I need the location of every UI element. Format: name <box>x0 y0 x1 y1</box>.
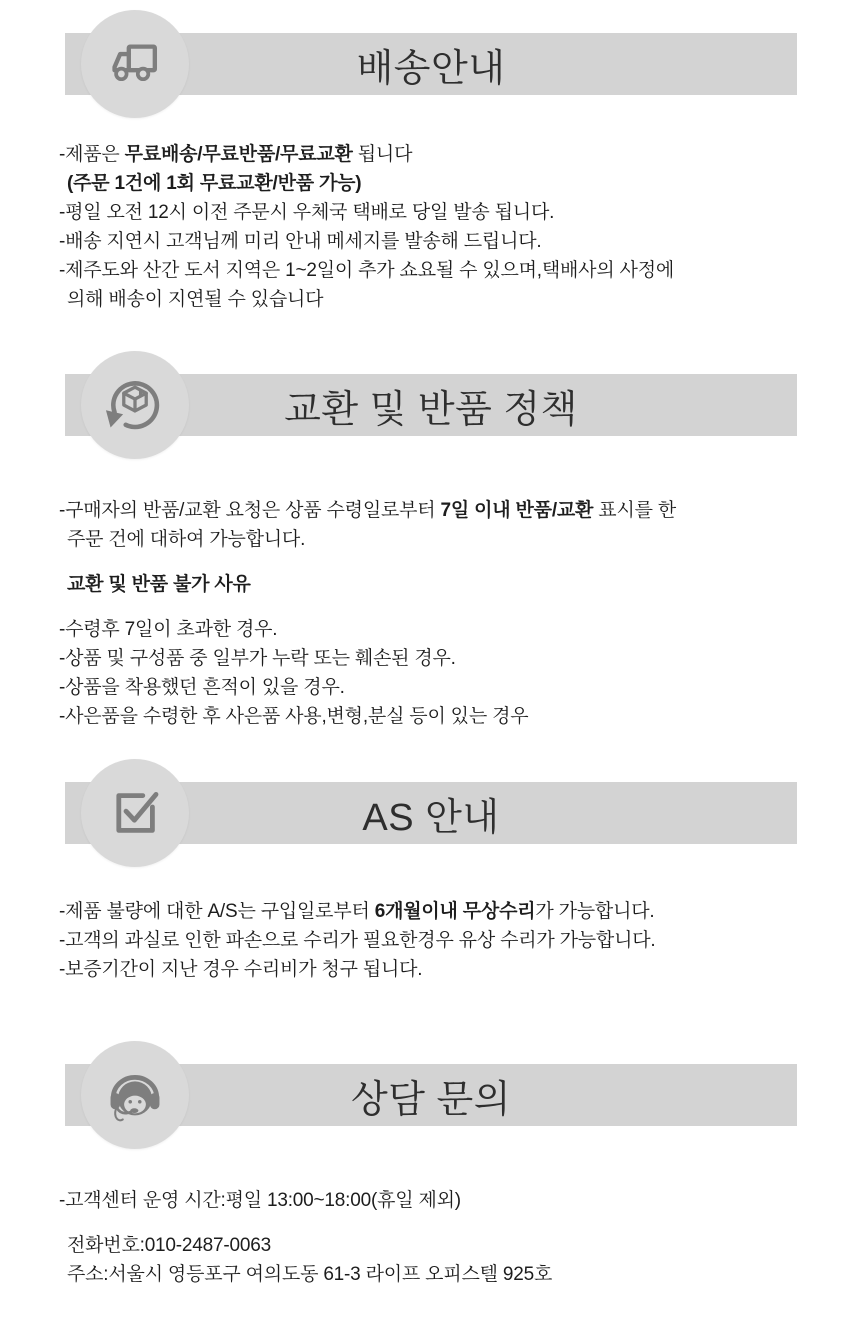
text-line: -수령후 7일이 초과한 경우. <box>59 619 278 640</box>
section-contact <box>0 1064 860 1289</box>
text-line: -고객센터 운영 시간:평일 13:00~18:00(휴일 제외) <box>59 1190 461 1211</box>
headset-icon <box>101 1061 169 1129</box>
truck-icon <box>104 33 166 95</box>
text-line: (주문 1건에 1회 무료교환/반품 가능) <box>67 173 362 194</box>
text-line: -구매자의 반품/교환 요청은 상품 수령일로부터 7일 이내 반품/교환 표시를 한 <box>59 500 676 521</box>
section-title: 배송안내 <box>356 47 506 90</box>
contact-text-block <box>0 1186 860 1289</box>
shipping-icon-circle <box>81 10 189 118</box>
text-line: -제품은 무료배송/무료반품/무료교환 됩니다 <box>59 144 413 165</box>
text-line: -평일 오전 12시 이전 주문시 우체국 택배로 당일 발송 됩니다. <box>59 202 555 223</box>
package-return-icon <box>102 372 168 438</box>
text-line: -상품을 착용했던 흔적이 있을 경우. <box>59 677 345 698</box>
return-text-block <box>0 496 860 731</box>
text-line: -배송 지연시 고객님께 미리 안내 메세지를 발송해 드립니다. <box>59 231 542 252</box>
text-line: -사은품을 수령한 후 사은품 사용,변형,분실 등이 있는 경우 <box>59 706 529 727</box>
text-line: -제품 불량에 대한 A/S는 구입일로부터 6개월이내 무상수리가 가능합니다. <box>59 901 655 922</box>
section-as <box>0 782 860 984</box>
section-title: 상담 문의 <box>351 1078 511 1121</box>
text-line: -제주도와 산간 도서 지역은 1~2일이 추가 쇼요될 수 있으며,택배사의 사정에 <box>59 260 675 281</box>
text-line: -보증기간이 지난 경우 수리비가 청구 됩니다. <box>59 959 423 980</box>
product-info-page <box>0 33 860 1289</box>
text-line: -상품 및 구성품 중 일부가 누락 또는 훼손된 경우. <box>59 648 456 669</box>
check-square-icon <box>105 783 165 843</box>
text-line: -고객의 과실로 인한 파손으로 수리가 필요한경우 유상 수리가 가능합니다. <box>59 930 656 951</box>
text-line: 의해 배송이 지연될 수 있습니다 <box>67 289 324 310</box>
text-line: 주문 건에 대하여 가능합니다. <box>67 529 306 550</box>
section-title: AS 안내 <box>362 796 500 839</box>
contact-header-banner <box>65 1064 797 1126</box>
as-text-block <box>0 897 860 984</box>
subheading: 교환 및 반품 불가 사유 <box>67 574 251 595</box>
section-return-policy <box>0 374 860 731</box>
return-header-banner <box>65 374 797 436</box>
section-title: 교환 및 반품 정책 <box>284 388 578 431</box>
contact-icon-circle <box>81 1041 189 1149</box>
shipping-text-block <box>0 140 860 314</box>
as-icon-circle <box>81 759 189 867</box>
text-line: 전화번호:010-2487-0063 <box>67 1235 271 1256</box>
section-shipping <box>0 33 860 314</box>
text-line: 주소:서울시 영등포구 여의도동 61-3 라이프 오피스텔 925호 <box>67 1264 553 1285</box>
as-header-banner <box>65 782 797 844</box>
shipping-header-banner <box>65 33 797 95</box>
return-icon-circle <box>81 351 189 459</box>
